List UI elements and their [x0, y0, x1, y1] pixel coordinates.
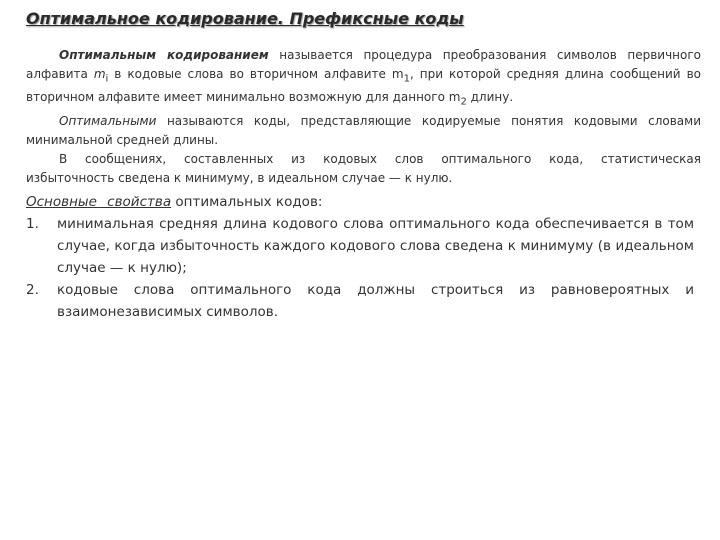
p1-text-d: длину.: [466, 90, 514, 105]
definition-block: [26, 46, 701, 188]
term-optimal-codes: Оптимальными: [59, 113, 157, 128]
property-text-1: минимальная средняя длина кодового слова оптимального кода обеспечивается в том случае, когда избыточность каждого кодового слова сведена к минимуму (в идеальном случае — к нулю);: [57, 216, 694, 276]
properties-heading-rest: оптимальных кодов:: [171, 194, 323, 210]
property-item-2: [26, 279, 694, 323]
symbol-m-subscript: i: [105, 73, 109, 85]
term-optimal-coding: Оптимальным кодированием: [59, 48, 269, 62]
properties-list: [26, 213, 694, 323]
p2-text: называются коды, представляющие кодируемые понятия кодовыми словами минимальной средней длины.: [26, 113, 701, 147]
property-text-2: кодовые слова оптимального кода должны строиться из равновероятных и взаимонезависимых символов.: [57, 282, 694, 320]
p1-text-c: , при которой средняя длина сообщений во вторичном алфавите имеет минимально возможную для данного m: [26, 67, 701, 105]
property-number-1: 1.: [26, 216, 39, 232]
definition-paragraph-optimal-codes: [26, 112, 701, 150]
m2-subscript: 2: [460, 96, 467, 108]
properties-heading-underlined: Основные свойства: [26, 194, 172, 210]
redundancy-paragraph-line2: избыточность сведена к минимуму, в идеальном случае — к нулю.: [26, 170, 453, 185]
p1-text-a: называется процедура преобразования символов первичного алфавита: [26, 48, 701, 81]
p1-text-b: в кодовые слова во вторичном алфавите m: [108, 67, 404, 81]
m1-subscript: 1: [403, 73, 410, 85]
symbol-m: m: [93, 67, 106, 81]
slide-title: Оптимальное кодирование. Префиксные коды: [26, 9, 464, 28]
property-item-1: [26, 213, 694, 279]
properties-block: [26, 191, 694, 323]
property-number-2: 2.: [26, 282, 39, 298]
redundancy-paragraph-line1: В сообщениях, составленных из кодовых слов оптимального кода, статистическая: [59, 151, 701, 166]
properties-heading: [26, 191, 694, 213]
definition-paragraph-optimal-coding: [26, 46, 701, 112]
